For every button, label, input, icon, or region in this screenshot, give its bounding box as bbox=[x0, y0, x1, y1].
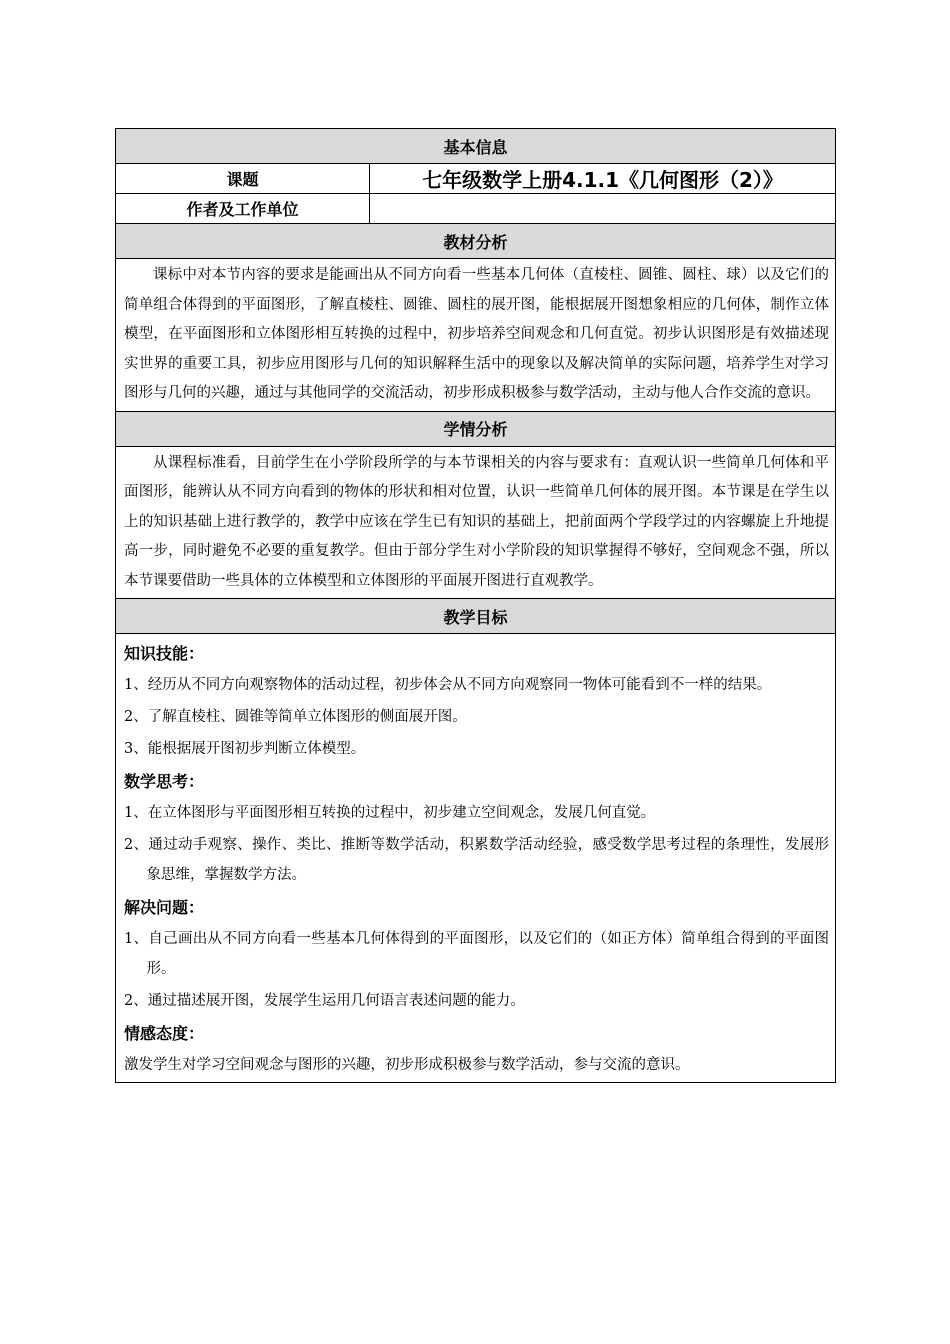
lesson-plan-table bbox=[115, 128, 836, 1083]
knowledge-title: 知识技能： bbox=[124, 644, 205, 663]
author-value bbox=[370, 194, 836, 224]
material-analysis-header: 教材分析 bbox=[116, 224, 836, 259]
knowledge-item-3: 3、能根据展开图初步判断立体模型。 bbox=[124, 741, 366, 757]
topic-label: 课题 bbox=[116, 164, 370, 194]
problem-item-2: 2、通过描述展开图，发展学生运用几何语言表述问题的能力。 bbox=[124, 993, 525, 1009]
student-analysis-header: 学情分析 bbox=[116, 411, 836, 446]
student-analysis-text: 从课程标准看，目前学生在小学阶段所学的与本节课相关的内容与要求有：直观认识一些简单几何体和平面图形，能辨认从不同方向看到的物体的形状和相对位置，认识一些简单几何体的展开图。本节课是在学生以上的知识基础上进行教学的，教学中应该在学生已有知识的基础上，把前面两个学段学过的内容螺旋上升地提高一步，同时避免不必要的重复教学。但由于部分学生对小学阶段的知识掌握得不够好，空间观念不强，所以本节课要借助一些具体的立体模型和立体图形的平面展开图进行直观教学。 bbox=[124, 454, 830, 589]
lesson-plan-sheet bbox=[115, 128, 835, 1083]
student-analysis-cell bbox=[116, 446, 836, 599]
problem-item-1: 1、自己画出从不同方向看一些基本几何体得到的平面图形，以及它们的（如正方体）简单组合得到的平面图形。 bbox=[124, 931, 830, 977]
teaching-goals-header: 教学目标 bbox=[116, 599, 836, 634]
thinking-item-1: 1、在立体图形与平面图形相互转换的过程中，初步建立空间观念，发展几何直觉。 bbox=[124, 805, 656, 821]
basic-info-header: 基本信息 bbox=[116, 129, 836, 164]
material-analysis-cell bbox=[116, 259, 836, 412]
problem-title: 解决问题： bbox=[124, 898, 205, 917]
thinking-item-2: 2、通过动手观察、操作、类比、推断等数学活动，积累数学活动经验，感受数学思考过程的条理性，发展形象思维，掌握数学方法。 bbox=[124, 837, 830, 883]
author-label: 作者及工作单位 bbox=[116, 194, 370, 224]
teaching-goals-cell bbox=[116, 634, 836, 1083]
attitude-text: 激发学生对学习空间观念与图形的兴趣，初步形成积极参与数学活动，参与交流的意识。 bbox=[124, 1057, 690, 1073]
knowledge-item-2: 2、了解直棱柱、圆锥等简单立体图形的侧面展开图。 bbox=[124, 709, 467, 725]
attitude-title: 情感态度： bbox=[124, 1024, 205, 1043]
topic-value: 七年级数学上册4.1.1《几何图形（2）》 bbox=[370, 164, 836, 194]
thinking-title: 数学思考： bbox=[124, 772, 205, 791]
knowledge-item-1: 1、经历从不同方向观察物体的活动过程，初步体会从不同方向观察同一物体可能看到不一样的结果。 bbox=[124, 677, 772, 693]
material-analysis-text: 课标中对本节内容的要求是能画出从不同方向看一些基本几何体（直棱柱、圆锥、圆柱、球）以及它们的简单组合体得到的平面图形，了解直棱柱、圆锥、圆柱的展开图，能根据展开图想象相应的几何体，制作立体模型，在平面图形和立体图形相互转换的过程中，初步培养空间观念和几何直觉。初步认识图形是有效描述现实世界的重要工具，初步应用图形与几何的知识解释生活中的现象以及解决简单的实际问题，培养学生对学习图形与几何的兴趣，通过与其他同学的交流活动，初步形成积极参与数学活动，主动与他人合作交流的意识。 bbox=[124, 267, 830, 401]
